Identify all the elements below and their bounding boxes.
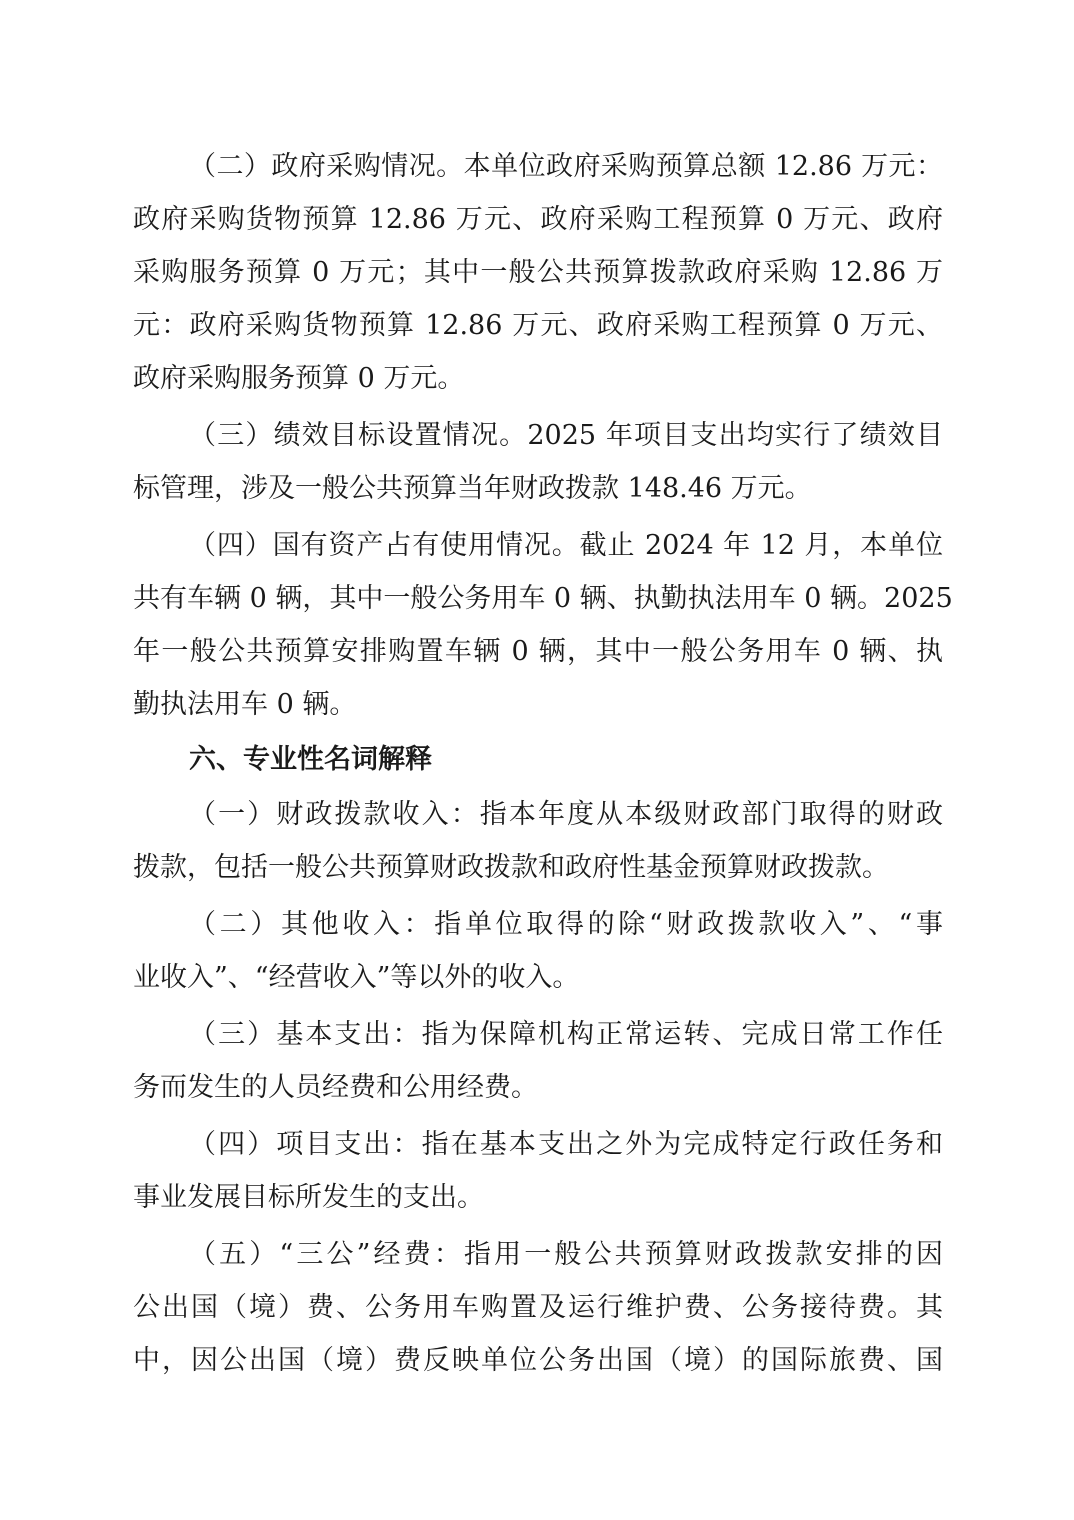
text-line: 中，因公出国（境）费反映单位公务出国（境）的国际旅费、国 (133, 1345, 943, 1376)
text-line: 拨款，包括一般公共预算财政拨款和政府性基金预算财政拨款。 (133, 852, 889, 883)
text-line: 采购服务预算 0 万元；其中一般公共预算拨款政府采购 12.86 万 (133, 257, 943, 288)
text-line: （三）基本支出：指为保障机构正常运转、完成日常工作任 (189, 1019, 943, 1050)
text-line: （一）财政拨款收入：指本年度从本级财政部门取得的财政 (189, 799, 943, 830)
section-heading: 六、专业性名词解释 (189, 744, 432, 775)
text-line: 事业发展目标所发生的支出。 (133, 1182, 484, 1213)
text-line: 公出国（境）费、公务用车购置及运行维护费、公务接待费。其 (133, 1292, 943, 1323)
text-line: 业收入”、“经营收入”等以外的收入。 (133, 962, 580, 993)
text-line: （二）政府采购情况。本单位政府采购预算总额 12.86 万元： (189, 151, 943, 182)
text-line: （三）绩效目标设置情况。2025 年项目支出均实行了绩效目 (189, 420, 943, 451)
text-line: 年一般公共预算安排购置车辆 0 辆，其中一般公务用车 0 辆、执 (133, 636, 943, 667)
text-line: 务而发生的人员经费和公用经费。 (133, 1072, 538, 1103)
text-line: 标管理，涉及一般公共预算当年财政拨款 148.46 万元。 (133, 473, 812, 504)
text-line: 政府采购服务预算 0 万元。 (133, 363, 465, 394)
text-line: （二）其他收入：指单位取得的除“财政拨款收入”、“事 (189, 909, 943, 940)
text-line: （五）“三公”经费：指用一般公共预算财政拨款安排的因 (189, 1239, 943, 1270)
text-line: （四）国有资产占有使用情况。截止 2024 年 12 月，本单位 (189, 530, 943, 561)
text-line: 政府采购货物预算 12.86 万元、政府采购工程预算 0 万元、政府 (133, 204, 943, 235)
text-line: （四）项目支出：指在基本支出之外为完成特定行政任务和 (189, 1129, 943, 1160)
text-line: 共有车辆 0 辆，其中一般公务用车 0 辆、执勤执法用车 0 辆。2025 (133, 583, 953, 614)
text-line: 勤执法用车 0 辆。 (133, 689, 357, 720)
text-line: 元：政府采购货物预算 12.86 万元、政府采购工程预算 0 万元、 (133, 310, 943, 341)
